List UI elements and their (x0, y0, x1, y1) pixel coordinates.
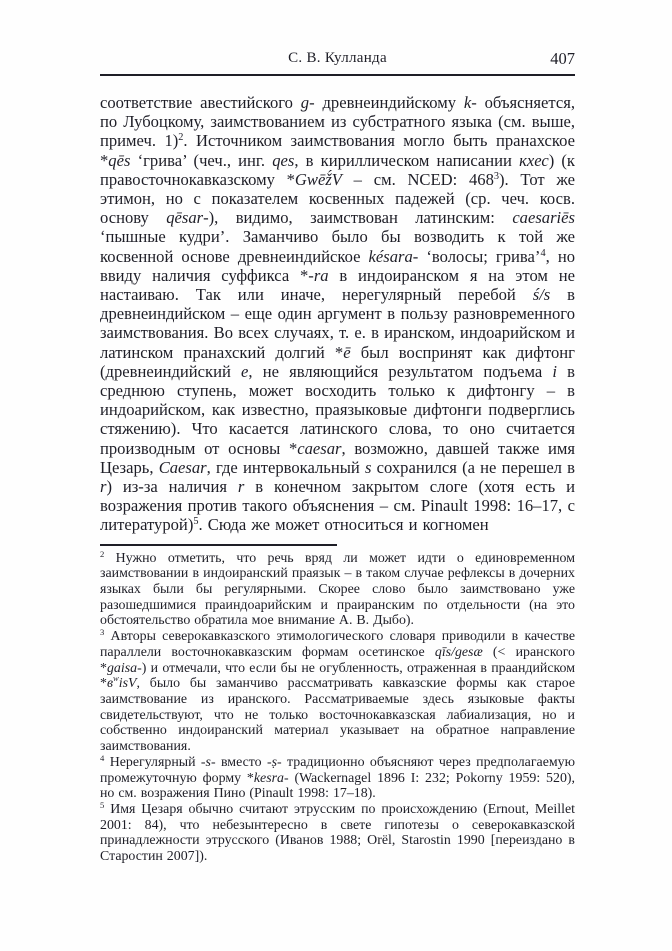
footnote-5: $^5$ Имя Цезаря обычно считают этрусским по происхождению (Ernout, Meillet 2001: 84), что небезынтересно в свете гипотезы о северокавказской принадлежности этрусского (Иванов 1988; Orël, Starostin 1990 [переиздано в Старостин 2007]). (100, 799, 575, 865)
footnotes-section (100, 548, 575, 865)
page-number: 407 (550, 49, 575, 68)
footnote-number: 2 (100, 548, 105, 559)
footnote-number: 5 (100, 799, 105, 810)
footnote-separator (100, 544, 337, 546)
body-paragraph: соответствие авестийского g- древнеиндийскому k- объясняется, по Лубоцкому, заимствованием из субстратного языка (см. выше, примеч. 1)$^2$. Источником заимствования могло быть пранахское *qēs ‘грива’ (чеч., инг. qes, в кириллическом написании кхес) (к правосточнокавказскому *Gwēž́V – см. NCED: $468^3$). Тот же этимон, но с показателем косвенных падежей (ср. чеч. косв. основу qēsar-), видимо, заимствован латинским: caesariēs ‘пышные кудри’. Заманчиво было бы возводить к той же косвенной основе древнеиндийское késara- ‘волосы; грива’$^4$, но ввиду наличия суффикса *-ra в индоиранском я на этом не настаиваю. Так или иначе, нерегулярный перебой ś/s в древнеиндийском – еще один аргумент в пользу разновременного заимствования. Во всех случаях, т. е. в иранском, индоарийском и латинском пранахский долгий *ē был воспринят как дифтонг (древнеиндийский e, не являющийся результатом подъема i в среднюю ступень, может восходить только к дифтонгу – в индоарийском, как известно, праязыковые дифтонги подверглись стяжению). Что касается латинского слова, то оно считается производным от основы *caesar, возможно, давшей также имя Цезарь, Caesar, где интервокальный s сохранился (а не перешел в r) из-за наличия r в конечном закрытом слоге (хотя есть и возражения против такого объяснения – см. Pinault 1998: 16–17, с литературой)$^5$. Сюда же может относиться и когномен (100, 93, 576, 535)
footnote-number: 3 (100, 627, 105, 638)
running-title: С. В. Кулланда (288, 50, 387, 66)
page-header (100, 50, 575, 71)
footnote-3: $^3$ Авторы северокавказского этимологического словаря приводили в качестве параллели восточнокавказским формам осетинское qīs/gesæ (< иранского *gaisa-) и отмечали, что если бы не огубленность, отраженная в праандийском $*в^wisV$, было бы заманчиво рассматривать кавказские формы как старое заимствование из иранского. Рассматриваемые здесь языковые факты свидетельствуют, что не только восточнокавказская лабиализация, но и собственно индоиранский материал указывает на обратное направление заимствования. (100, 627, 575, 755)
header-rule (100, 74, 575, 76)
page-body (100, 93, 575, 535)
footnote-4: $^4$ Нерегулярный -s- вместо -ṣ- традиционно объясняют через предполагаемую промежуточную форму *kesra- (Wackernagel 1896 I: 232; Pokorny 1959: 520), но см. возражения Пино (Pinault 1998: 17–18). (100, 752, 575, 802)
footnote-2: $^2$ Нужно отметить, что речь вряд ли может идти о единовременном заимствовании в индоиранский праязык – в таком случае рефлексы в дочерних языках были бы регулярными. Скорее слово было заимствовано уже разошедшимися праиндоарийским и праиранским по отдельности (на это обстоятельство обратила мое внимание А. В. Дыбо). (100, 548, 575, 629)
footnote-number: 4 (100, 752, 105, 763)
